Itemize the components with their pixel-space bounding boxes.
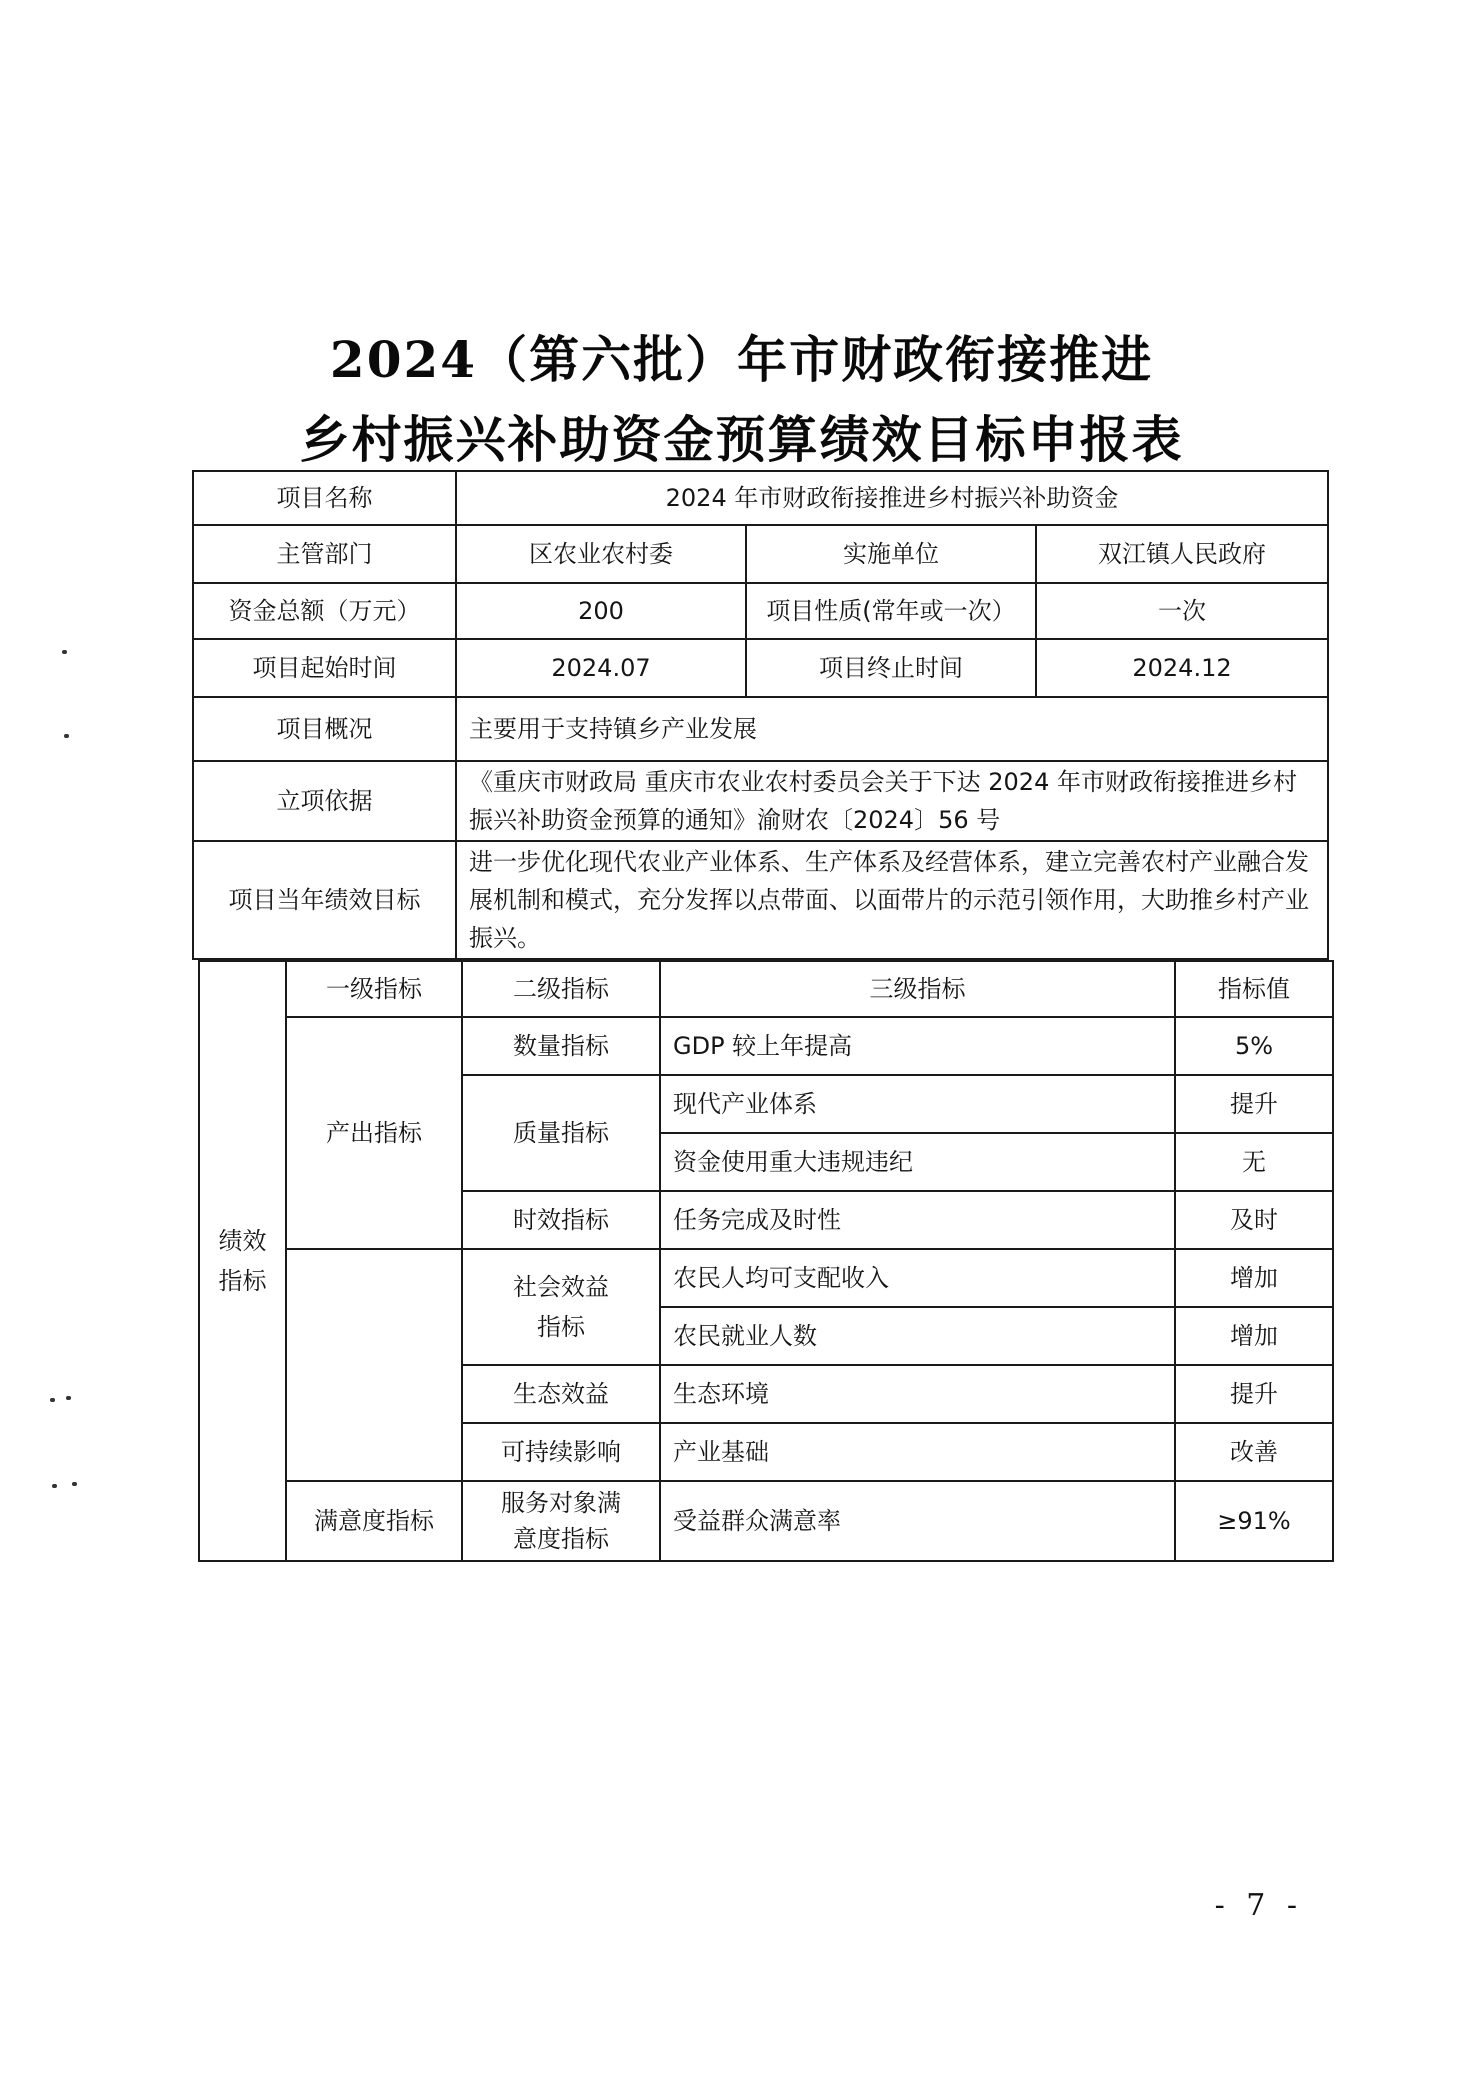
start-value: 2024.07 [456, 639, 746, 697]
indicator-row-name: 生态环境 [660, 1365, 1175, 1423]
header-value: 指标值 [1175, 961, 1333, 1017]
output-indicator-label: 产出指标 [286, 1017, 462, 1249]
indicator-row-value: 提升 [1175, 1075, 1333, 1133]
quality-indicator-label: 质量指标 [462, 1075, 660, 1191]
project-name-label: 项目名称 [193, 471, 456, 525]
indicator-row-value: 及时 [1175, 1191, 1333, 1249]
impl-label: 实施单位 [746, 525, 1036, 583]
indicator-row-name: 资金使用重大违规违纪 [660, 1133, 1175, 1191]
fund-value: 200 [456, 583, 746, 639]
dept-label: 主管部门 [193, 525, 456, 583]
indicator-table [198, 960, 1334, 1562]
satisfaction-indicator-label: 满意度指标 [286, 1481, 462, 1561]
indicator-row-value: 无 [1175, 1133, 1333, 1191]
social-indicator-label [462, 1249, 660, 1365]
indicator-row-name: GDP 较上年提高 [660, 1017, 1175, 1075]
end-label: 项目终止时间 [746, 639, 1036, 697]
indicator-row-name: 任务完成及时性 [660, 1191, 1175, 1249]
goal-value: 进一步优化现代农业产业体系、生产体系及经营体系，建立完善农村产业融合发展机制和模式，充分发挥以点带面、以面带片的示范引领作用，大助推乡村产业振兴。 [456, 841, 1328, 959]
indicator-row-value: 5% [1175, 1017, 1333, 1075]
scan-speck [62, 650, 67, 654]
impl-value: 双江镇人民政府 [1036, 525, 1328, 583]
indicator-row-value: 改善 [1175, 1423, 1333, 1481]
project-name-value: 2024 年市财政衔接推进乡村振兴补助资金 [456, 471, 1328, 525]
scan-speck [72, 1482, 77, 1486]
document-title-line-2: 乡村振兴补助资金预算绩效目标申报表 [299, 410, 1184, 469]
nature-label: 项目性质(常年或一次） [746, 583, 1036, 639]
dept-value: 区农业农村委 [456, 525, 746, 583]
project-info-table [192, 470, 1329, 960]
quantity-indicator-label: 数量指标 [462, 1017, 660, 1075]
scan-speck [64, 734, 69, 738]
indicator-row-name: 受益群众满意率 [660, 1481, 1175, 1561]
overview-label: 项目概况 [193, 697, 456, 761]
header-level1: 一级指标 [286, 961, 462, 1017]
effect-indicator-blank [286, 1249, 462, 1481]
overview-value: 主要用于支持镇乡产业发展 [456, 697, 1328, 761]
end-value: 2024.12 [1036, 639, 1328, 697]
social-indicator-text: 社会效益指标 [513, 1273, 609, 1341]
scan-speck [52, 1484, 57, 1488]
indicator-row-value: 提升 [1175, 1365, 1333, 1423]
scan-speck [66, 1396, 71, 1400]
fund-label: 资金总额（万元） [193, 583, 456, 639]
basis-label: 立项依据 [193, 761, 456, 841]
header-level3: 三级指标 [660, 961, 1175, 1017]
indicator-section-label [199, 961, 286, 1561]
indicator-row-name: 产业基础 [660, 1423, 1175, 1481]
goal-label: 项目当年绩效目标 [193, 841, 456, 959]
indicator-row-value: 增加 [1175, 1307, 1333, 1365]
nature-value: 一次 [1036, 583, 1328, 639]
indicator-row-value: ≥91% [1175, 1481, 1333, 1561]
page-number: - 7 - [1214, 1888, 1303, 1923]
document-title-line-1: 2024（第六批）年市财政衔接推进 [329, 330, 1154, 389]
indicator-row-name: 现代产业体系 [660, 1075, 1175, 1133]
scan-speck [50, 1398, 55, 1402]
indicator-section-text: 绩效指标 [218, 1227, 267, 1295]
timeliness-indicator-label: 时效指标 [462, 1191, 660, 1249]
service-satisfaction-text: 服务对象满意度指标 [501, 1489, 621, 1553]
header-level2: 二级指标 [462, 961, 660, 1017]
indicator-row-value: 增加 [1175, 1249, 1333, 1307]
sustain-indicator-label: 可持续影响 [462, 1423, 660, 1481]
indicator-row-name: 农民就业人数 [660, 1307, 1175, 1365]
service-satisfaction-label [462, 1481, 660, 1561]
indicator-row-name: 农民人均可支配收入 [660, 1249, 1175, 1307]
basis-value: 《重庆市财政局 重庆市农业农村委员会关于下达 2024 年市财政衔接推进乡村振兴补助资金预算的通知》渝财农〔2024〕56 号 [456, 761, 1328, 841]
eco-indicator-label: 生态效益 [462, 1365, 660, 1423]
start-label: 项目起始时间 [193, 639, 456, 697]
